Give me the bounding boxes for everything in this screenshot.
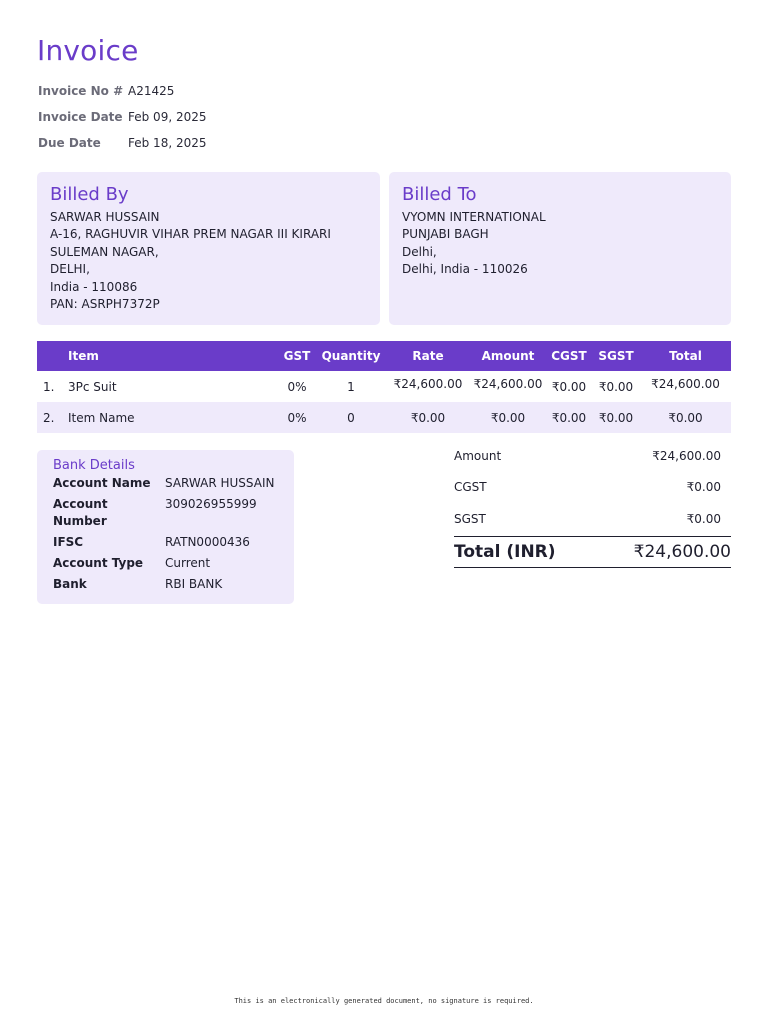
billed-by-line: PAN: ASRPH7372P bbox=[50, 297, 160, 312]
col-header-item: Item bbox=[68, 341, 278, 371]
col-header-quantity: Quantity bbox=[316, 341, 386, 371]
row-index: 2. bbox=[37, 402, 68, 433]
meta-label: Invoice No # bbox=[38, 84, 124, 98]
bank-label: Account Type bbox=[53, 556, 144, 570]
table-row bbox=[37, 371, 731, 402]
row-total: ₹0.00 bbox=[640, 402, 731, 433]
bank-row-account-type bbox=[53, 555, 278, 572]
row-gst: 0% bbox=[287, 379, 307, 394]
bank-row-bank bbox=[53, 576, 278, 593]
summary-label: SGST bbox=[454, 511, 486, 526]
bank-row-account-name bbox=[53, 475, 278, 492]
row-amount: ₹0.00 bbox=[470, 402, 546, 433]
bank-label: IFSC bbox=[53, 535, 84, 549]
total-value: ₹24,600.00 bbox=[633, 541, 731, 562]
summary-row-sgst bbox=[454, 503, 731, 535]
summary-row-cgst bbox=[454, 472, 731, 504]
invoice-summary bbox=[454, 440, 731, 568]
billed-to-line: VYOMN INTERNATIONAL bbox=[402, 210, 546, 224]
col-header-total: Total bbox=[640, 341, 731, 371]
billed-to-line: Delhi, India - 110026 bbox=[402, 262, 528, 277]
row-sgst: ₹0.00 bbox=[592, 402, 640, 433]
invoice-date-row bbox=[38, 104, 207, 130]
invoice-number: A21425 bbox=[128, 84, 175, 98]
total-label: Total (INR) bbox=[454, 541, 556, 562]
bank-label: Account Number bbox=[53, 497, 108, 528]
billed-to-title: Billed To bbox=[402, 184, 477, 205]
bank-row-account-number bbox=[53, 496, 278, 530]
summary-value: ₹0.00 bbox=[686, 511, 721, 526]
billed-by-line: DELHI, bbox=[50, 262, 90, 277]
bank-value: Current bbox=[165, 556, 211, 570]
row-item: 3Pc Suit bbox=[68, 379, 117, 394]
row-quantity: 1 bbox=[347, 379, 355, 394]
row-cgst: ₹0.00 bbox=[546, 402, 592, 433]
summary-total-row bbox=[454, 536, 731, 568]
billed-by-title: Billed By bbox=[50, 184, 129, 205]
meta-label: Due Date bbox=[38, 136, 101, 150]
col-header-sgst: SGST bbox=[592, 341, 640, 371]
summary-value: ₹24,600.00 bbox=[652, 448, 721, 463]
bank-value: SARWAR HUSSAIN bbox=[165, 476, 275, 490]
footer-note: This is an electronically generated document, no signature is required. bbox=[234, 997, 534, 1005]
billed-by-line: India - 110086 bbox=[50, 279, 138, 294]
row-total: ₹24,600.00 bbox=[651, 377, 720, 391]
summary-label: CGST bbox=[454, 480, 487, 495]
row-item: Item Name bbox=[68, 402, 278, 433]
due-date: Feb 18, 2025 bbox=[128, 136, 207, 150]
meta-label: Invoice Date bbox=[38, 110, 123, 124]
billed-by-line: SARWAR HUSSAIN bbox=[50, 210, 160, 224]
row-index: 1. bbox=[43, 379, 55, 394]
items-table bbox=[37, 341, 731, 433]
billed-by-panel bbox=[37, 172, 380, 325]
billed-to-panel bbox=[389, 172, 731, 325]
bank-label: Account Name bbox=[53, 476, 151, 490]
bank-details-panel bbox=[37, 450, 294, 604]
row-cgst: ₹0.00 bbox=[551, 379, 587, 394]
bank-details-title: Bank Details bbox=[53, 458, 135, 473]
billed-by-line: SULEMAN NAGAR, bbox=[50, 244, 159, 259]
row-amount: ₹24,600.00 bbox=[473, 377, 543, 391]
row-rate: ₹0.00 bbox=[386, 402, 470, 433]
billed-by-line: A-16, RAGHUVIR VIHAR PREM NAGAR III KIRARI bbox=[50, 227, 331, 242]
bank-value: 309026955999 bbox=[165, 497, 257, 511]
bank-value: RATN0000436 bbox=[165, 535, 250, 549]
bank-row-ifsc bbox=[53, 534, 278, 551]
bank-label: Bank bbox=[53, 577, 87, 591]
summary-value: ₹0.00 bbox=[686, 480, 721, 495]
bank-value: RBI BANK bbox=[165, 577, 223, 591]
summary-row-amount bbox=[454, 440, 731, 472]
invoice-number-row bbox=[38, 78, 207, 104]
col-header-rate: Rate bbox=[386, 341, 470, 371]
page-title: Invoice bbox=[37, 34, 139, 67]
row-gst: 0% bbox=[278, 402, 316, 433]
invoice-date: Feb 09, 2025 bbox=[128, 110, 207, 124]
due-date-row bbox=[38, 130, 207, 156]
row-quantity: 0 bbox=[316, 402, 386, 433]
table-row bbox=[37, 402, 731, 433]
table-header-row bbox=[37, 341, 731, 371]
summary-label: Amount bbox=[454, 448, 502, 463]
billed-to-line: PUNJABI BAGH bbox=[402, 227, 489, 242]
row-rate: ₹24,600.00 bbox=[393, 377, 463, 391]
col-header-index bbox=[37, 341, 68, 371]
col-header-cgst: CGST bbox=[546, 341, 592, 371]
col-header-amount: Amount bbox=[470, 341, 546, 371]
row-sgst: ₹0.00 bbox=[598, 379, 634, 394]
billed-to-line: Delhi, bbox=[402, 244, 437, 259]
col-header-gst: GST bbox=[278, 341, 316, 371]
invoice-meta bbox=[38, 78, 207, 156]
